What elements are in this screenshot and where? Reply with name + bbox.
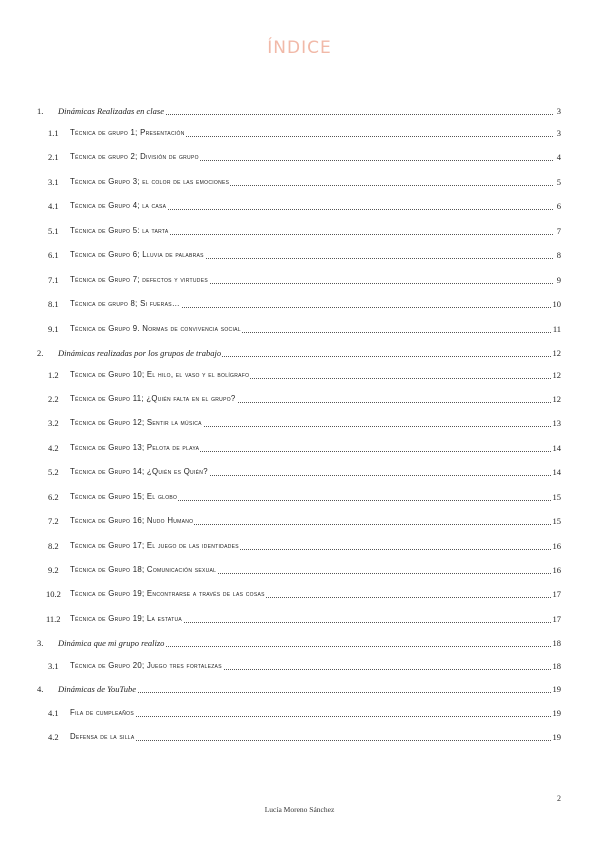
toc-page-number: 16 (552, 565, 561, 575)
toc-page-number: 17 (552, 589, 561, 599)
toc-entry-number: 6.1 (48, 250, 59, 260)
toc-page-number: 12 (552, 394, 561, 404)
toc-entry[interactable] (0, 248, 599, 262)
toc-entry-number: 9.2 (48, 565, 59, 575)
toc-entry-number: 2.1 (48, 152, 59, 162)
toc-entry-title: Técnica de Grupo 5: la tarta (70, 226, 169, 235)
toc-entry-number: 4. (37, 684, 44, 694)
toc-page-number: 12 (552, 348, 561, 358)
toc-entry-number: 11.2 (46, 614, 61, 624)
toc-section[interactable] (0, 636, 599, 650)
toc-entry[interactable] (0, 126, 599, 140)
toc-page-number: 19 (552, 732, 561, 742)
toc-entry[interactable] (0, 587, 599, 601)
toc-entry-number: 4.2 (48, 732, 59, 742)
toc-dot-leader (70, 740, 553, 741)
toc-entry-title: Técnica de Grupo 16; Nudo Humano (70, 516, 194, 525)
toc-entry[interactable] (0, 199, 599, 213)
toc-entry[interactable] (0, 490, 599, 504)
toc-entry-number: 3. (37, 638, 44, 648)
toc-entry-number: 5.2 (48, 467, 59, 477)
toc-page-number: 9 (556, 275, 561, 285)
toc-entry-title: Fila de cumpleaños (70, 708, 134, 717)
toc-dot-leader (70, 716, 553, 717)
toc-entry[interactable] (0, 441, 599, 455)
page-number: 2 (557, 794, 561, 803)
toc-entry-number: 4.1 (48, 708, 59, 718)
toc-entry-title: Técnica de grupo 1; Presentación (70, 128, 185, 137)
toc-entry-title: Técnica de grupo 8; Si fueras… (70, 299, 180, 308)
toc-entry-number: 3.1 (48, 177, 59, 187)
toc-entry[interactable] (0, 539, 599, 553)
toc-entry-title: Técnica de Grupo 14; ¿Quién es Quién? (70, 467, 208, 476)
toc-entry-title: Técnica de Grupo 3; el color de las emociones (70, 177, 230, 186)
toc-entry[interactable] (0, 563, 599, 577)
toc-entry[interactable] (0, 150, 599, 164)
toc-entry-title: Técnica de Grupo 19; La estatua (70, 614, 183, 623)
toc-entry-title: Dinámica que mi grupo realizo (58, 638, 165, 648)
toc-entry-number: 1. (37, 106, 44, 116)
toc-page-number: 13 (552, 418, 561, 428)
toc-page-number: 18 (552, 661, 561, 671)
toc-entry[interactable] (0, 706, 599, 720)
toc-entry-title: Técnica de Grupo 7; defectos y virtudes (70, 275, 208, 284)
toc-entry[interactable] (0, 612, 599, 626)
toc-entry[interactable] (0, 416, 599, 430)
toc-entry-title: Dinámicas Realizadas en clase (58, 106, 164, 116)
toc-entry-title: Técnica de Grupo 13; Pelota de playa (70, 443, 200, 452)
toc-page-number: 18 (552, 638, 561, 648)
toc-entry-number: 8.2 (48, 541, 59, 551)
toc-page-number: 17 (552, 614, 561, 624)
toc-page-number: 3 (556, 106, 561, 116)
toc-entry-number: 7.2 (48, 516, 59, 526)
toc-entry-title: Técnica de Grupo 17; El juego de las identidades (70, 541, 239, 550)
toc-page-number: 14 (552, 467, 561, 477)
toc-entry-title: Técnica de Grupo 6; Lluvia de palabras (70, 250, 204, 259)
toc-page-number: 7 (556, 226, 561, 236)
toc-entry-title: Técnica de Grupo 11; ¿Quién falta en el grupo? (70, 394, 236, 403)
toc-entry-title: Técnica de grupo 2; División de grupo (70, 152, 199, 161)
toc-entry[interactable] (0, 392, 599, 406)
toc-entry-number: 2. (37, 348, 44, 358)
toc-entry[interactable] (0, 175, 599, 189)
toc-entry[interactable] (0, 322, 599, 336)
toc-title: ÍNDICE (267, 38, 332, 58)
toc-entry-title: Dinámicas realizadas por los grupos de trabajo (58, 348, 222, 358)
toc-entry-number: 1.1 (48, 128, 59, 138)
toc-entry[interactable] (0, 224, 599, 238)
toc-entry-number: 3.2 (48, 418, 59, 428)
toc-page-number: 10 (552, 299, 561, 309)
toc-page-number: 19 (552, 684, 561, 694)
toc-entry-title: Técnica de Grupo 19; Encontrarse a través de las cosas (70, 589, 265, 598)
toc-entry[interactable] (0, 273, 599, 287)
toc-page-number: 15 (552, 492, 561, 502)
toc-page-number: 16 (552, 541, 561, 551)
toc-page-number: 19 (552, 708, 561, 718)
toc-entry-number: 8.1 (48, 299, 59, 309)
toc-entry-title: Técnica de Grupo 20; Juego tres fortalezas (70, 661, 222, 670)
toc-section[interactable] (0, 682, 599, 696)
toc-entry-number: 9.1 (48, 324, 59, 334)
toc-entry-number: 4.2 (48, 443, 59, 453)
toc-entry[interactable] (0, 368, 599, 382)
toc-entry-number: 1.2 (48, 370, 59, 380)
toc-page-number: 3 (556, 128, 561, 138)
toc-page-number: 12 (552, 370, 561, 380)
toc-entry-number: 6.2 (48, 492, 59, 502)
toc-section[interactable] (0, 346, 599, 360)
toc-page-number: 6 (556, 201, 561, 211)
toc-entry-title: Técnica de Grupo 9. Normas de convivencia social (70, 324, 241, 333)
toc-entry[interactable] (0, 730, 599, 744)
toc-entry-number: 5.1 (48, 226, 59, 236)
toc-page-number: 15 (552, 516, 561, 526)
toc-entry[interactable] (0, 465, 599, 479)
toc-entry-title: Defensa de la silla (70, 732, 135, 741)
toc-entry-number: 7.1 (48, 275, 59, 285)
toc-page-number: 8 (556, 250, 561, 260)
toc-entry[interactable] (0, 659, 599, 673)
toc-entry-title: Técnica de Grupo 18; Comunicación sexual (70, 565, 217, 574)
toc-entry-title: Técnica de Grupo 10; El hilo, el vaso y el bolígrafo (70, 370, 250, 379)
toc-entry-number: 10.2 (46, 589, 61, 599)
toc-page-number: 14 (552, 443, 561, 453)
toc-entry-number: 2.2 (48, 394, 59, 404)
toc-entry-number: 3.1 (48, 661, 59, 671)
toc-section[interactable] (0, 104, 599, 118)
toc-page-number: 5 (556, 177, 561, 187)
toc-entry[interactable] (0, 514, 599, 528)
toc-entry-title: Técnica de Grupo 15; El globo (70, 492, 178, 501)
toc-page-number: 4 (556, 152, 561, 162)
toc-entry-number: 4.1 (48, 201, 59, 211)
toc-entry[interactable] (0, 297, 599, 311)
toc-entry-title: Técnica de Grupo 12; Sentir la música (70, 418, 202, 427)
toc-entry-title: Dinámicas de YouTube (58, 684, 137, 694)
footer-author: Lucía Moreno Sánchez (264, 805, 335, 814)
toc-page-number: 11 (552, 324, 561, 334)
toc-entry-title: Técnica de Grupo 4; la casa (70, 201, 167, 210)
